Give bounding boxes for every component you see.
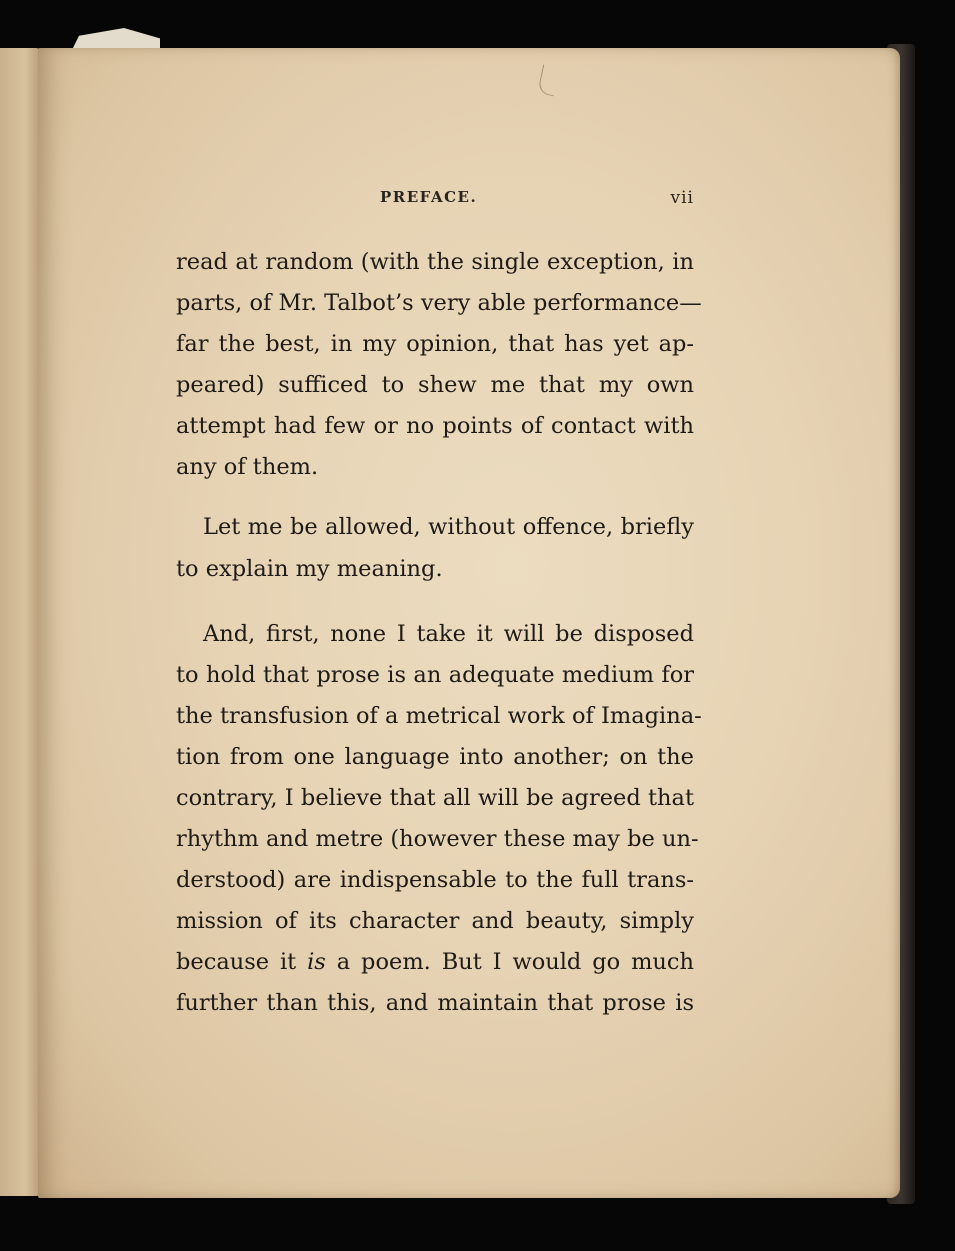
text-line: far the best, in my opinion, that has yet ap- (176, 331, 694, 357)
text-line: rhythm and metre (however these may be un- (176, 826, 699, 852)
text-line: any of them. (176, 454, 319, 480)
text-line: because it is a poem. But I would go much (176, 949, 694, 975)
text-line: mission of its character and beauty, simply (176, 908, 694, 934)
text-line: further than this, and maintain that prose is (176, 990, 694, 1016)
emphasis: is (307, 949, 326, 975)
text-line: read at random (with the single exception, in (176, 249, 694, 275)
text-line: peared) sufficed to shew me that my own (176, 372, 694, 398)
page-number: vii (670, 188, 694, 208)
text-line: contrary, I believe that all will be agreed that (176, 785, 694, 811)
text-line: derstood) are indispensable to the full trans- (176, 867, 694, 893)
text-line: tion from one language into another; on the (176, 744, 694, 770)
running-title: PREFACE. (380, 188, 478, 206)
text-line: Let me be allowed, without offence, briefly (203, 514, 694, 540)
text-line: And, first, none I take it will be disposed (203, 621, 694, 647)
text-line: the transfusion of a metrical work of Imagina- (176, 703, 702, 729)
text-line: to explain my meaning. (176, 556, 443, 582)
text-line: to hold that prose is an adequate medium for (176, 662, 694, 688)
text-line: parts, of Mr. Talbot’s very able performance— (176, 290, 702, 316)
left-facing-page-edge (0, 48, 42, 1196)
running-header (178, 188, 696, 214)
text-line: attempt had few or no points of contact with (176, 413, 694, 439)
